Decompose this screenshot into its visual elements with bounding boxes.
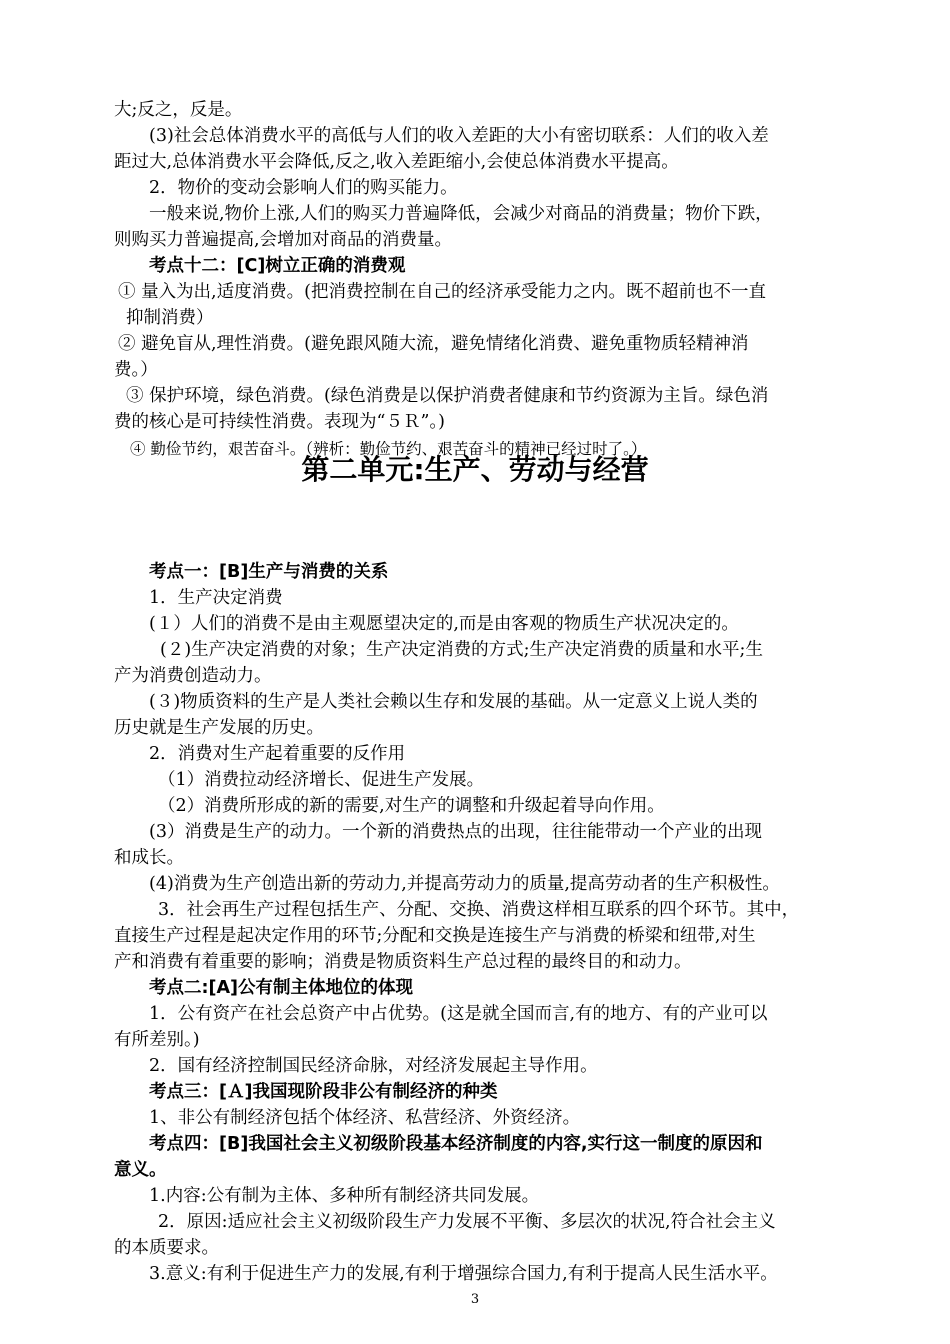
section-heading: 考点三：[Ａ]我国现阶段非公有制经济的种类: [149, 1082, 498, 1102]
text-line: 有所差别。): [114, 1030, 200, 1050]
page-number: 3: [470, 1292, 480, 1307]
unit-title: 第二单元:生产、劳动与经营: [301, 453, 649, 486]
text-line: 3．社会再生产过程包括生产、分配、交换、消费这样相互联系的四个环节。其中，: [158, 900, 800, 920]
section-heading: 意义。: [114, 1160, 167, 1180]
text-line: ③ 保护环境，绿色消费。(绿色消费是以保护消费者健康和节约资源为主旨。绿色消: [126, 386, 769, 406]
text-line: 2．原因:适应社会主义初级阶段生产力发展不平衡、多层次的状况,符合社会主义: [158, 1212, 776, 1232]
section-heading: 考点一：[B]生产与消费的关系: [149, 562, 389, 582]
section-heading: 考点二:[A]公有制主体地位的体现: [149, 978, 414, 998]
text-line: 2．物价的变动会影响人们的购买能力。: [149, 178, 458, 198]
text-line: 1、非公有制经济包括个体经济、私营经济、外资经济。: [149, 1108, 581, 1128]
text-line: 1．公有资产在社会总资产中占优势。(这是就全国而言,有的地方、有的产业可以: [149, 1004, 768, 1024]
text-line: 和成长。: [114, 848, 184, 868]
text-line: 产为消费创造动力。: [114, 666, 272, 686]
text-line: （1）消费拉动经济增长、促进生产发展。: [158, 770, 485, 790]
text-line: 一般来说,物价上涨,人们的购买力普遍降低，会减少对商品的消费量；物价下跌，: [149, 204, 773, 224]
text-line: 直接生产过程是起决定作用的环节;分配和交换是连接生产与消费的桥梁和纽带,对生: [114, 926, 756, 946]
text-line: (3)社会总体消费水平的高低与人们的收入差距的大小有密切联系：人们的收入差: [149, 126, 769, 146]
text-line: 历史就是生产发展的历史。: [114, 718, 324, 738]
text-line: ① 量入为出,适度消费。(把消费控制在自己的经济承受能力之内。既不超前也不一直: [118, 282, 766, 302]
text-line: ② 避免盲从,理性消费。(避免跟风随大流，避免情绪化消费、避免重物质轻精神消: [118, 334, 749, 354]
text-line: 则购买力普遍提高,会增加对商品的消费量。: [114, 230, 453, 250]
text-line: ④ 勤俭节约，艰苦奋斗。（辨析：勤俭节约、艰苦奋斗的精神已经过时了。）: [130, 440, 647, 458]
text-line: （2）消费所形成的新的需要,对生产的调整和升级起着导向作用。: [158, 796, 665, 816]
text-line: 2．国有经济控制国民经济命脉，对经济发展起主导作用。: [149, 1056, 598, 1076]
text-line: (3）消费是生产的动力。一个新的消费热点的出现，往往能带动一个产业的出现: [149, 822, 762, 842]
text-line: 1．生产决定消费: [149, 588, 283, 608]
text-line: (１）人们的消费不是由主观愿望决定的,而是由客观的物质生产状况决定的。: [149, 614, 739, 634]
section-heading: 考点四：[B]我国社会主义初级阶段基本经济制度的内容,实行这一制度的原因和: [149, 1134, 763, 1154]
text-line: 距过大,总体消费水平会降低,反之,收入差距缩小,会使总体消费水平提高。: [114, 152, 679, 172]
text-line: (4)消费为生产创造出新的劳动力,并提高劳动力的质量,提高劳动者的生产积极性。: [149, 874, 780, 894]
text-line: 1.内容:公有制为主体、多种所有制经济共同发展。: [149, 1186, 540, 1206]
text-line: 大;反之，反是。: [114, 100, 243, 120]
text-line: 费。）: [114, 360, 158, 380]
text-line: 2．消费对生产起着重要的反作用: [149, 744, 406, 764]
text-line: 产和消费有着重要的影响；消费是物质资料生产总过程的最终目的和动力。: [114, 952, 692, 972]
text-line: 费的核心是可持续性消费。表现为“５Ｒ”。): [114, 412, 445, 432]
text-line: (３)物质资料的生产是人类社会赖以生存和发展的基础。从一定意义上说人类的: [149, 692, 758, 712]
text-line: 的本质要求。: [114, 1238, 219, 1258]
text-line: 抑制消费）: [126, 308, 214, 328]
text-line: (２)生产决定消费的对象；生产决定消费的方式;生产决定消费的质量和水平;生: [160, 640, 763, 660]
section-heading: 考点十二：[C]树立正确的消费观: [149, 256, 406, 276]
text-line: 3.意义:有利于促进生产力的发展,有利于增强综合国力,有利于提高人民生活水平。: [149, 1264, 778, 1284]
